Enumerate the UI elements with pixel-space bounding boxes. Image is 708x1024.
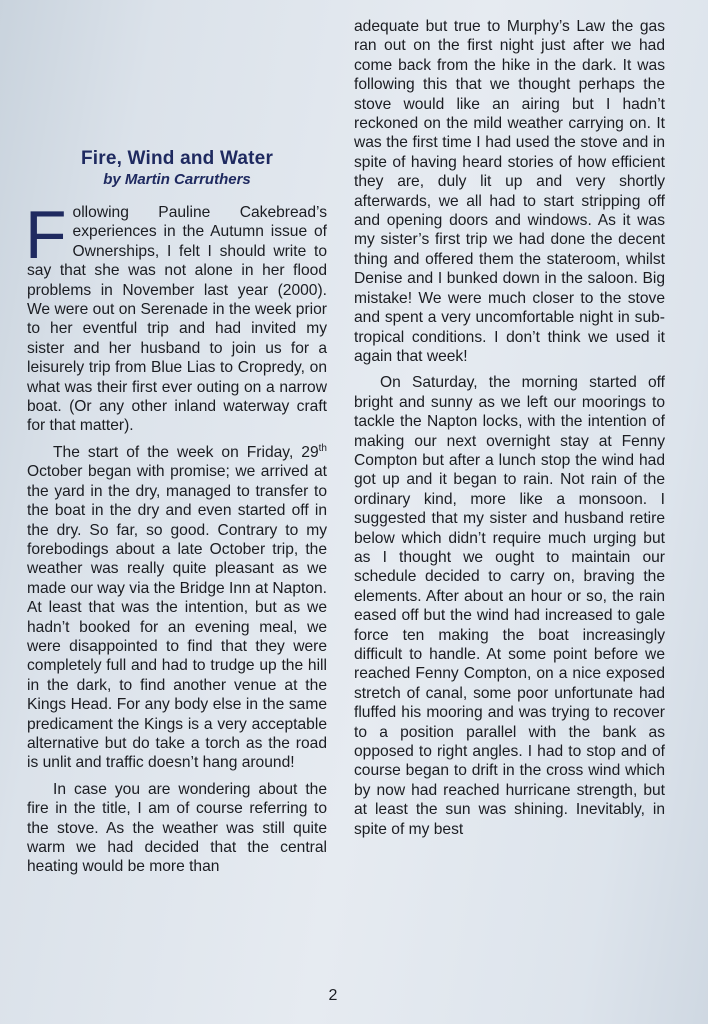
paragraph-gas: adequate but true to Murphy’s Law the gas ran out on the first night just after we had come back from the hike in the dark. It was following this that we thought perhaps the stove would like an airing but I hadn’t reckoned on the mild weather carrying on. It was the first time I had used the stove and in spite of having heard stories of how efficient they are, duly lit up and very shortly afterwards, we all had to start stripping off and opening doors and windows. As it was my sister’s first trip we had done the decent thing and offered them the stateroom, whilst Denise and I bunked down in the saloon. Big mistake! We were much closer to the stove and spent a very uncomfortable night in sub-tropical conditions. I don’t think we used it again that week! [354, 18, 665, 365]
paragraph-intro [25, 197, 327, 436]
paragraph-week-start-b: October began with promise; we arrived at the yard in the dry, managed to transfer to the boat in the dry and even started off in the dry. So far, so good. Contrary to my forebodings about a late October trip, the weather was really quite pleasant as we made our way via the Bridge Inn at Napton. At least that was the intention, but as we hadn’t booked for an evening meal, we were disappointed to find that they were completely full and had to trudge up the hill in the dark, to find another venue at the Kings Head. For any body else in the same predicament the Kings is a very acceptable alternative but do take a torch as the road is unlit and traffic doesn’t hang around! [27, 463, 327, 772]
paragraph-week-start [27, 443, 327, 773]
right-column [354, 17, 665, 846]
paragraph-saturday: On Saturday, the morning started off bright and sunny as we left our moorings to tackle the Napton locks, with the intention of making our next overnight stay at Fenny Compton but after a lunch stop the wind had got up and it began to rain. Not rain of the ordinary kind, more like a monsoon. I suggested that my sister and husband retire below which didn’t require much urging but as I thought we ought to maintain our schedule decided to carry on, braving the elements. After about an hour or so, the rain eased off but the wind had increased to gale force ten making the boat increasingly difficult to handle. At some point before we reached Fenny Compton, on a nice exposed stretch of canal, some poor unfortunate had fluffed his mooring and was trying to recover to a position parallel with the bank as opposed to right angles. I had to stop and of course began to drift in the cross wind which by now had reached hurricane strength, but at least the sun was shining. Inevitably, in spite of my best [354, 374, 665, 838]
paragraph-week-start-a: The start of the week on Friday, 29 [53, 443, 319, 461]
article-byline: by Martin Carruthers [103, 171, 251, 188]
paragraph-stove: In case you are wondering about the fire in the title, I am of course referring to the stove. As the weather was still quite warm we had decided that the central heating would be more than [27, 780, 327, 876]
ordinal-suffix: th [318, 442, 327, 454]
article-title: Fire, Wind and Water [80, 148, 274, 169]
left-column [27, 148, 327, 884]
paragraph-intro-text: ollowing Pauline Cakebread’s experiences in the Autumn issue of Ownerships, I felt I should write to say that she was not alone in her flood problems in November last year (2000). We were out on Serenade in the week prior to her eventful trip and had invited my sister and her husband to join us for a leisurely trip from Blue Lias to Cropredy, on what was their first ever outing on a narrow boat. (Or any other inland waterway craft for that matter). [27, 204, 327, 435]
page-number: 2 [328, 987, 338, 1004]
drop-cap: F [25, 197, 67, 273]
